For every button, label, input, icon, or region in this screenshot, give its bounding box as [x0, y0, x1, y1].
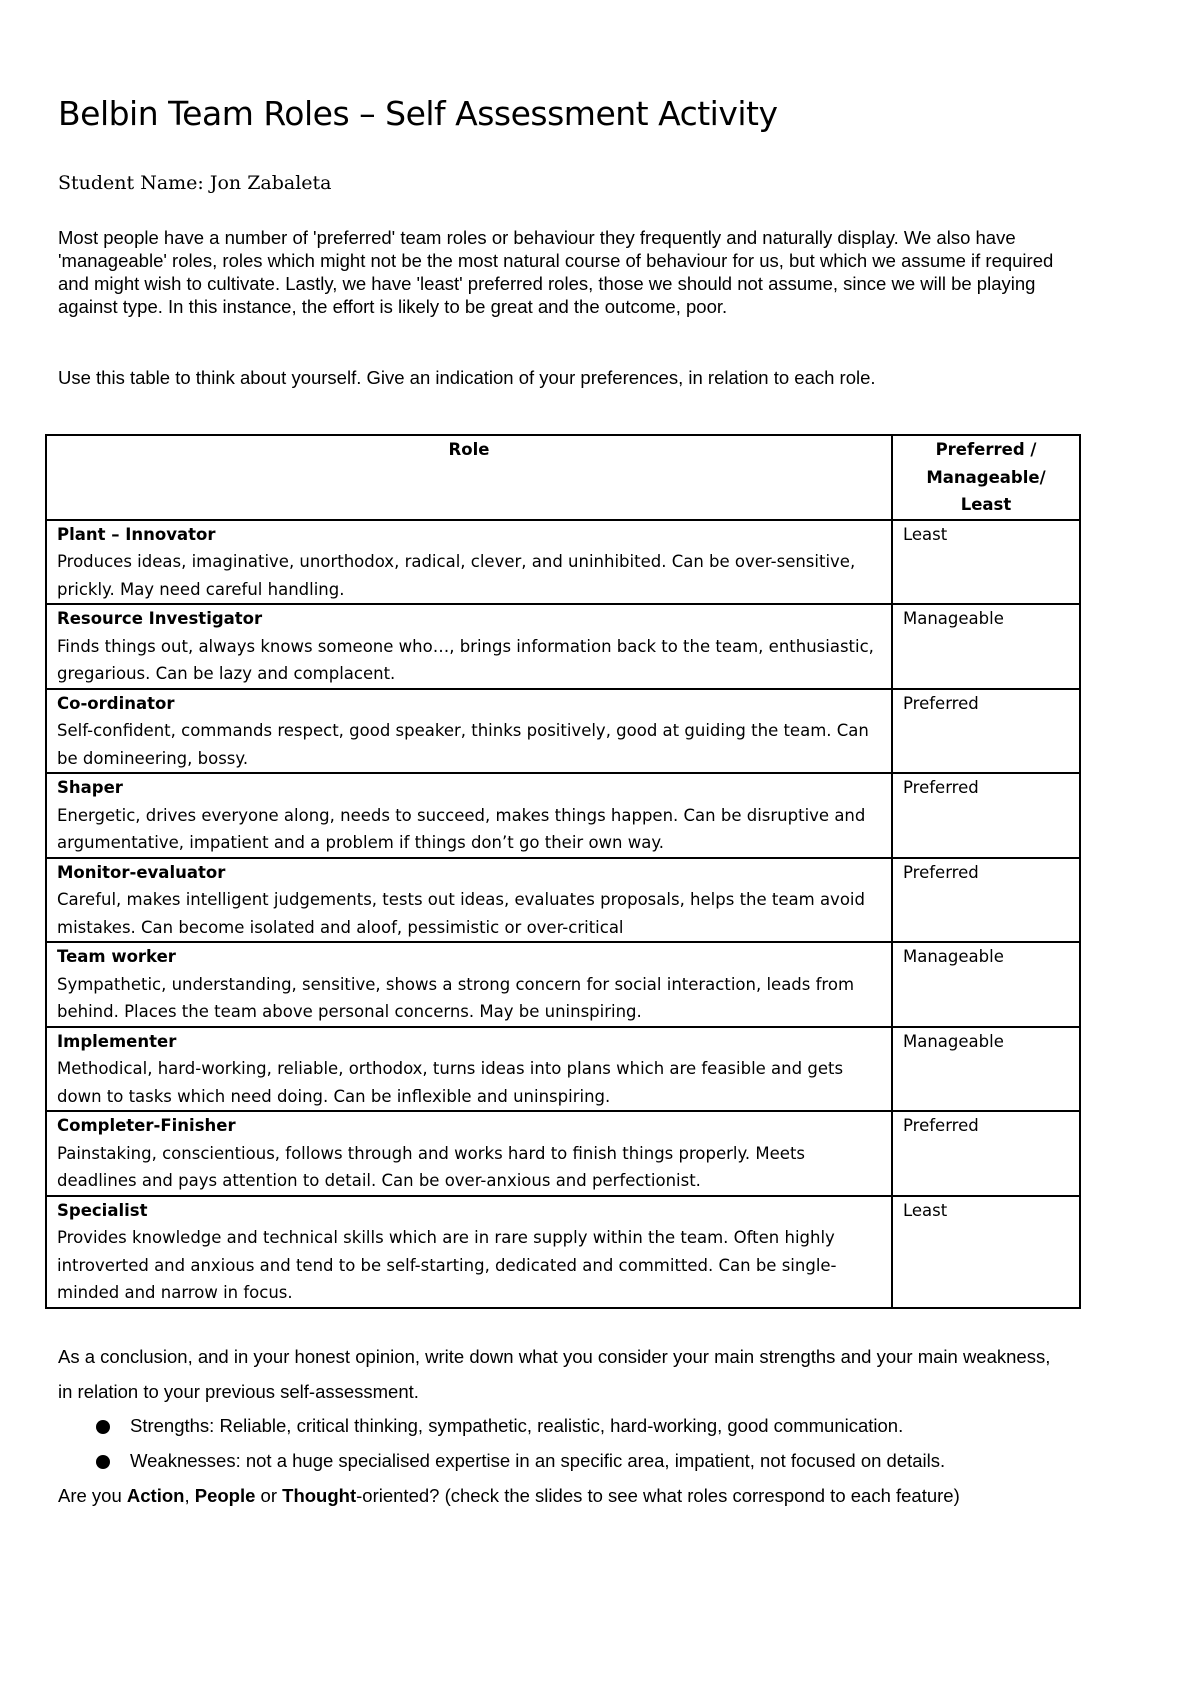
rating-cell: Least — [892, 520, 1080, 605]
role-name: Shaper — [57, 778, 123, 797]
role-cell — [46, 689, 892, 774]
strengths-text: Strengths: Reliable, critical thinking, sympathetic, realistic, hard-working, good communication. — [130, 1415, 904, 1436]
table-row — [46, 1111, 1080, 1196]
role-description: Sympathetic, understanding, sensitive, shows a strong concern for social interaction, leads from behind. Places the team above personal concerns. May be uninspiring. — [57, 974, 855, 1021]
rating-cell: Preferred — [892, 773, 1080, 858]
role-name: Resource Investigator — [57, 609, 263, 628]
role-cell — [46, 1111, 892, 1196]
role-name: Completer-Finisher — [57, 1116, 236, 1135]
rating-cell: Preferred — [892, 1111, 1080, 1196]
role-cell — [46, 942, 892, 1027]
question-sep: , — [184, 1485, 195, 1506]
role-cell — [46, 773, 892, 858]
role-name: Implementer — [57, 1031, 177, 1051]
role-description: Careful, makes intelligent judgements, tests out ideas, evaluates proposals, helps the team avoid mistakes. Can become isolated and aloof, pessimistic or over-critical — [57, 890, 865, 937]
rating-cell: Manageable — [892, 1027, 1080, 1112]
orientation-question — [58, 1478, 1158, 1513]
strengths-weaknesses-list — [58, 1408, 1118, 1478]
question-prefix: Are you — [58, 1485, 127, 1506]
rating-cell: Manageable — [892, 942, 1080, 1027]
bullet-icon — [96, 1455, 110, 1469]
role-description: Self-confident, commands respect, good speaker, thinks positively, good at guiding the team. Can be domineering, bossy. — [57, 721, 869, 768]
role-description: Finds things out, always knows someone who…, brings information back to the team, enthusiastic, gregarious. Can be lazy and complacent. — [57, 636, 874, 683]
question-sep: or — [255, 1485, 283, 1506]
role-description: Energetic, drives everyone along, needs to succeed, makes things happen. Can be disruptive and argumentative, impatient and a problem if things don’t go their own way. — [57, 805, 866, 852]
role-cell — [46, 520, 892, 605]
rating-cell: Preferred — [892, 689, 1080, 774]
rating-cell: Least — [892, 1196, 1080, 1308]
role-cell — [46, 604, 892, 689]
role-description: Painstaking, conscientious, follows through and works hard to finish things properly. Meets deadlines and pays attention to detail. Can be over-anxious and perfectionist. — [57, 1143, 806, 1190]
table-row — [46, 520, 1080, 605]
rating-cell: Manageable — [892, 604, 1080, 689]
table-row — [46, 1196, 1080, 1308]
list-item — [58, 1408, 1118, 1443]
intro-paragraph: Most people have a number of 'preferred' team roles or behaviour they frequently and naturally display. We also have 'manageable' roles, roles which might not be the most natural course of behaviour for us, but which we assume if required and might wish to cultivate. Lastly, we have 'least' preferred roles, those we should not assume, since we will be playing against type. In this instance, the effort is likely to be great and the outcome, poor. — [58, 227, 1054, 317]
question-thought: Thought — [282, 1485, 357, 1506]
table-row — [46, 604, 1080, 689]
table-row — [46, 773, 1080, 858]
rating-cell: Preferred — [892, 858, 1080, 943]
role-name: Specialist — [57, 1200, 148, 1220]
question-suffix: -oriented? (check the slides to see what roles correspond to each feature) — [356, 1485, 960, 1506]
role-cell — [46, 1196, 892, 1308]
table-row — [46, 942, 1080, 1027]
role-name: Co-ordinator — [57, 693, 175, 713]
list-item — [58, 1443, 1118, 1478]
student-name: Student Name: Jon Zabaleta — [58, 172, 332, 194]
role-cell — [46, 1027, 892, 1112]
role-description: Provides knowledge and technical skills which are in rare supply within the team. Often highly introverted and anxious and tend to be self-starting, dedicated and committed. Can be single-minded and narrow in focus. — [57, 1228, 837, 1302]
weaknesses-text: Weaknesses: not a huge specialised expertise in an specific area, impatient, not focused on details. — [130, 1450, 946, 1471]
table-row — [46, 1027, 1080, 1112]
instruction-paragraph: Use this table to think about yourself. Give an indication of your preferences, in relation to each role. — [58, 367, 876, 388]
table-row — [46, 689, 1080, 774]
role-description: Produces ideas, imaginative, unorthodox, radical, clever, and uninhibited. Can be over-sensitive, prickly. May need careful handling. — [57, 552, 856, 599]
header-rating: Preferred / Manageable/ Least — [892, 435, 1080, 520]
role-cell — [46, 858, 892, 943]
bullet-icon — [96, 1420, 110, 1434]
role-name: Plant – Innovator — [57, 524, 216, 544]
role-description: Methodical, hard-working, reliable, orthodox, turns ideas into plans which are feasible and gets down to tasks which need doing. Can be inflexible and uninspiring. — [57, 1059, 844, 1106]
table-row — [46, 858, 1080, 943]
question-people: People — [194, 1485, 256, 1506]
page-title: Belbin Team Roles – Self Assessment Activity — [58, 94, 778, 133]
roles-table — [45, 434, 1081, 1309]
role-name: Monitor-evaluator — [57, 862, 226, 882]
question-action: Action — [126, 1485, 185, 1506]
role-name: Team worker — [57, 947, 176, 966]
conclusion-paragraph: As a conclusion, and in your honest opinion, write down what you consider your main strengths and your main weakness, in relation to your previous self-assessment. — [58, 1346, 1051, 1402]
table-header-row — [46, 435, 1080, 520]
header-role: Role — [46, 435, 892, 520]
